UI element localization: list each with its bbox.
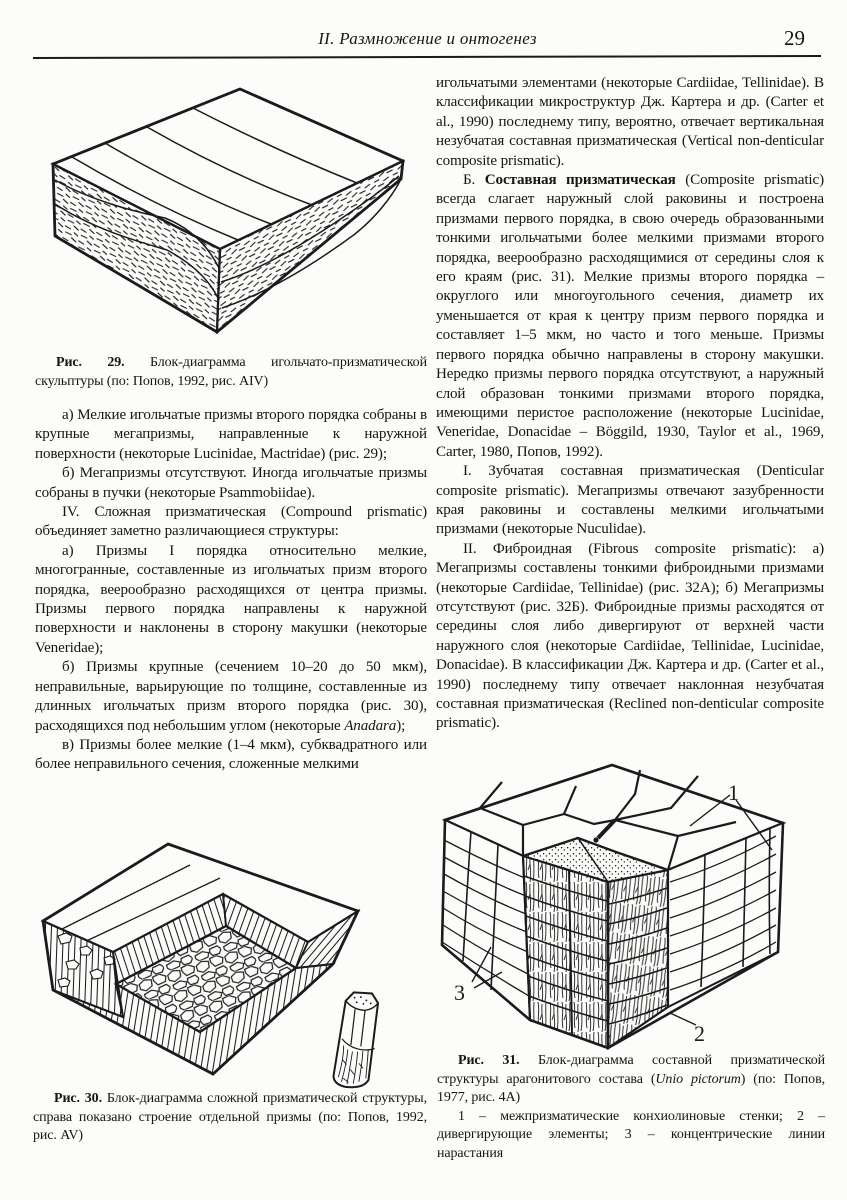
stepped-block [43, 844, 358, 1074]
figure-31-caption [437, 1052, 825, 1164]
figure-30-caption [33, 1090, 427, 1146]
divergent-fibrous-columns [523, 856, 668, 1048]
figure-31-block-diagram-illustration [428, 762, 828, 1052]
paragraph: б) Мегапризмы отсутствуют. Иногда игольчатые призмы собраны в пучки (некоторые Psammobiidae). [35, 465, 427, 501]
paragraph: а) Мелкие игольчатые призмы второго порядка собраны в крупные мегапризмы, направленные к наружной поверхности (некоторые Lucinidae, Mactridae) (рис. 29); [35, 407, 427, 462]
figure-30-block-diagram-illustration [28, 840, 430, 1090]
paragraph: а) Призмы I порядка относительно мелкие, многогранные, составленные из игольчатых призм второго порядка, веерообразно расходящихся от центра призмы. Призмы первого порядка направлены к наружной поверхности и наклонены в сторону макушки (некоторые Veneridae); [35, 542, 427, 656]
figure-29-block-diagram-illustration [45, 84, 405, 347]
figure-label-1: 1 [728, 780, 739, 805]
figure-31-legend-text: 1 – межпризматические конхиолиновые стенки; 2 – дивергирующие элементы; 3 – концентрические линии нарастания [437, 1108, 825, 1161]
paragraph: б) Призмы крупные (сечением 10–20 до 50 мкм), неправильные, варьирующие по толщине, составленные из длинных игольчатых призм второго порядка (рис. 30), расходящихся под небольшим углом (некоторые Anadara); [35, 659, 427, 734]
figure-label-2: 2 [694, 1021, 705, 1046]
figure-30-caption-text: Рис. 30. Блок-диаграмма сложной призматической структуры, справа показано строение отдельной призмы (по: Попов, 1992, рис. AV) [33, 1091, 427, 1144]
figure-31-caption-text: Рис. 31. Блок-диаграмма составной призматической структуры арагонитового состава (Unio pictorum) (по: Попов, 1977, рис. 4А) [437, 1053, 825, 1106]
running-head: II. Размножение и онтогенез [318, 29, 537, 48]
page-number: 29 [784, 26, 805, 50]
header-rule [33, 55, 821, 59]
paragraph: Б. Составная призматическая (Composite prismatic) всегда слагает наружный слой раковины и построена призмами первого порядка, в свою очередь образованными тонкими игольчатыми более мелкими призмами второго порядка, веерообразно расходящимися от середины слоя к его краям (рис. 31). Мелкие призмы второго порядка – округлого или многоугольного сечения, диаметр их уменьшается от края к центру призм первого порядка и составляет 1–5 мкм, но часто и того меньше. Призмы первого порядка обычно направлены в сторону макушки. Нередко призмы первого порядка отсутствуют, а наружный слой образован тонкими призмами второго порядка, имеющими перистое расположение (некоторые Lucinidae, Veneridae, Donacidae – Böggild, 1930, Taylor et al., 1969, Carter, 1980, Попов, 1992). [436, 172, 824, 460]
single-prism-detail [327, 988, 388, 1090]
figure-29-caption-text: Рис. 29. Блок-диаграмма игольчато-призматической скульптуры (по: Попов, 1992, рис. AIV) [35, 355, 427, 389]
figure-29 [45, 84, 405, 352]
paragraph: игольчатыми элементами (некоторые Cardiidae, Tellinidae). В классификации микроструктур Дж. Картера и др. (Carter et al., 1990) последнему типу, вероятно, отвечает вертикальная незубчатая составная призматическая (Vertical non-denticular composite prismatic). [436, 75, 824, 169]
paragraph: I. Зубчатая составная призматическая (Denticular composite prismatic). Мегапризмы отвечают зазубренности края раковины и составлены мелкими игольчатыми призмами (некоторые Nuculidae). [436, 463, 824, 538]
paragraph: в) Призмы более мелкие (1–4 мкм), субквадратного или более неправильного сечения, сложенные мелкими [35, 736, 427, 773]
paragraph: IV. Сложная призматическая (Compound prismatic) объединяет заметно различающиеся структуры: [35, 504, 427, 540]
right-column-text [436, 74, 824, 734]
figure-30 [28, 840, 430, 1095]
figure-29-caption [35, 354, 427, 391]
left-column-text [35, 406, 427, 775]
figure-31 [428, 762, 828, 1057]
figure-label-3: 3 [454, 980, 465, 1005]
paragraph: II. Фиброидная (Fibrous composite prismatic): а) Мегапризмы составлены тонкими фиброидными призмами (некоторые Cardiidae, Tellinidae) (рис. 32А); б) Мегапризмы отсутствуют (рис. 32Б). Фиброидные призмы расходятся от середины слоя либо дивергируют от верхней части наружного слоя (некоторые Cardiidae, Tellinidae, Lucinidae, Donacidae). В классификации Дж. Картера и др. (Carter et al., 1990) последнему типу отвечает наклонная незубчатая составная призматическая (Reclined non-denticular composite prismatic). [436, 540, 824, 732]
